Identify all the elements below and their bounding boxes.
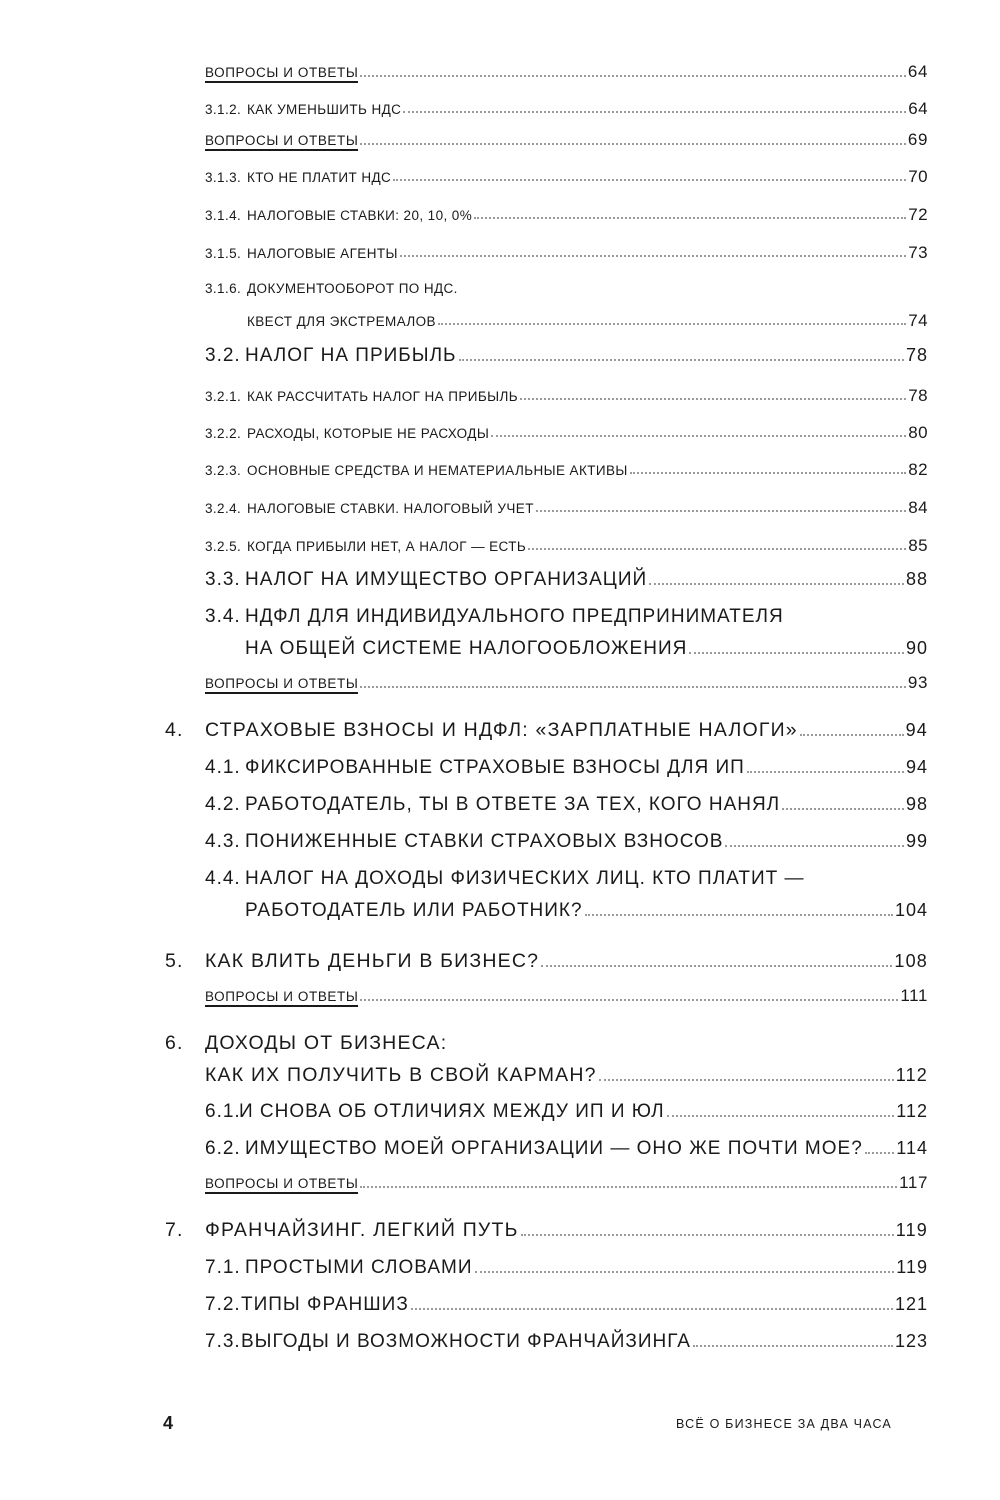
- toc-entry-title-continued: КВЕСТ ДЛЯ ЭКСТРЕМАЛОВ: [247, 314, 436, 329]
- toc-entry-page: 99: [905, 831, 928, 851]
- toc-entry-number: 4.: [165, 719, 184, 741]
- toc-entry-first-line[interactable]: [205, 868, 805, 890]
- toc-entry-page: 69: [907, 130, 928, 149]
- toc-entry-title: ПРОСТЫМИ СЛОВАМИ: [245, 1257, 473, 1278]
- leader-dots: [360, 1186, 897, 1188]
- leader-dots: [459, 359, 904, 361]
- toc-entry-number: 3.3.: [205, 569, 241, 590]
- toc-entry-number: 7.: [165, 1219, 184, 1241]
- toc-entry-title: КАК ВЛИТЬ ДЕНЬГИ В БИЗНЕС?: [205, 950, 540, 972]
- toc-entry-page: 82: [908, 460, 928, 479]
- toc-entry-title: РАСХОДЫ, КОТОРЫЕ НЕ РАСХОДЫ: [247, 426, 490, 441]
- toc-entry-title-continued: НА ОБЩЕЙ СИСТЕМЕ НАЛОГООБЛОЖЕНИЯ: [245, 638, 688, 659]
- leader-dots: [474, 217, 906, 219]
- toc-entry-title: ВЫГОДЫ И ВОЗМОЖНОСТИ ФРАНЧАЙЗИНГА: [241, 1331, 691, 1352]
- toc-entry-number: 4.1.: [205, 757, 241, 778]
- leader-dots: [725, 845, 904, 847]
- toc-entry-number: 3.2.4.: [205, 501, 242, 516]
- toc-entry-title: ДОХОДЫ ОТ БИЗНЕСА:: [205, 1032, 448, 1054]
- toc-entry[interactable]: [205, 831, 928, 853]
- toc-entry-number: 3.1.6.: [205, 281, 242, 296]
- toc-entry-title: ФИКСИРОВАННЫЕ СТРАХОВЫЕ ВЗНОСЫ ДЛЯ ИП: [245, 757, 745, 778]
- toc-entry-qa[interactable]: [205, 1173, 928, 1194]
- toc-entry[interactable]: [205, 1101, 928, 1123]
- toc-entry-title: ИМУЩЕСТВО МОЕЙ ОРГАНИЗАЦИИ — ОНО ЖЕ ПОЧТИ МОЕ?: [245, 1138, 863, 1159]
- toc-entry-title: НАЛОГОВЫЕ СТАВКИ: 20, 10, 0%: [247, 208, 473, 223]
- toc-entry-title: КОГДА ПРИБЫЛИ НЕТ, А НАЛОГ — ЕСТЬ: [247, 539, 527, 554]
- toc-entry-title: ВОПРОСЫ И ОТВЕТЫ: [205, 989, 358, 1007]
- toc-entry-page: 64: [908, 99, 928, 118]
- toc-entry[interactable]: [205, 536, 928, 556]
- toc-entry-page: 84: [908, 498, 928, 517]
- toc-entry-page: 119: [896, 1257, 928, 1277]
- toc-entry-title: ПОНИЖЕННЫЕ СТАВКИ СТРАХОВЫХ ВЗНОСОВ: [245, 831, 724, 852]
- toc-entry-title: КАК УМЕНЬШИТЬ НДС: [247, 102, 402, 117]
- toc-entry-page: 74: [908, 311, 928, 330]
- toc-entry-title: И СНОВА ОБ ОТЛИЧИЯХ МЕЖДУ ИП И ЮЛ: [239, 1101, 665, 1122]
- footer-page-number: 4: [163, 1413, 174, 1433]
- toc-chapter-entry[interactable]: [165, 950, 928, 973]
- leader-dots: [400, 255, 906, 257]
- toc-entry-page: 119: [895, 1220, 928, 1240]
- leader-dots: [491, 435, 906, 437]
- toc-entry[interactable]: [205, 205, 928, 225]
- toc-entry-qa[interactable]: [205, 986, 928, 1007]
- toc-entry[interactable]: [205, 757, 928, 779]
- toc-entry-number: 6.1.: [205, 1101, 241, 1122]
- toc-entry-page: 112: [896, 1101, 928, 1121]
- toc-entry-number: 5.: [165, 950, 184, 972]
- toc-entry-title: НАЛОГОВЫЕ АГЕНТЫ: [247, 246, 398, 261]
- toc-entry-page: 108: [894, 951, 928, 971]
- toc-entry-qa[interactable]: [205, 130, 928, 151]
- toc-entry-page: 72: [908, 205, 928, 224]
- toc-entry-page: 90: [905, 638, 928, 658]
- toc-entry-title: ВОПРОСЫ И ОТВЕТЫ: [205, 65, 358, 83]
- leader-dots: [536, 510, 906, 512]
- toc-entry-page: 111: [900, 986, 928, 1005]
- toc-entry-page: 88: [905, 569, 928, 589]
- toc-entry[interactable]: [247, 311, 928, 331]
- leader-dots: [693, 1345, 893, 1347]
- leader-dots: [520, 398, 906, 400]
- leader-dots: [521, 1234, 894, 1236]
- toc-entry-title: ВОПРОСЫ И ОТВЕТЫ: [205, 676, 358, 694]
- leader-dots: [438, 323, 906, 325]
- leader-dots: [630, 472, 907, 474]
- leader-dots: [800, 734, 904, 736]
- toc-entry-number: 6.: [165, 1032, 184, 1054]
- toc-chapter-first-line[interactable]: [165, 1032, 447, 1055]
- toc-entry-qa[interactable]: [205, 673, 928, 694]
- toc-entry-title: НАЛОГ НА ПРИБЫЛЬ: [245, 345, 457, 366]
- toc-entry-number: 3.2.3.: [205, 463, 242, 478]
- toc-entry-number: 3.4.: [205, 606, 241, 627]
- leader-dots: [649, 583, 904, 585]
- toc-entry-title: ВОПРОСЫ И ОТВЕТЫ: [205, 133, 358, 151]
- toc-entry-page: 117: [899, 1173, 928, 1192]
- toc-entry[interactable]: [205, 460, 928, 480]
- toc-entry-page: 78: [908, 386, 928, 405]
- leader-dots: [411, 1308, 893, 1310]
- leader-dots: [689, 652, 904, 654]
- toc-entry-number: 6.2.: [205, 1138, 241, 1159]
- toc-entry-number: 3.2.: [205, 345, 241, 366]
- toc-entry-page: 85: [908, 536, 928, 555]
- toc-entry-title: НДФЛ ДЛЯ ИНДИВИДУАЛЬНОГО ПРЕДПРИНИМАТЕЛЯ: [245, 606, 784, 627]
- toc-entry[interactable]: [205, 386, 928, 406]
- toc-entry[interactable]: [205, 569, 928, 591]
- toc-entry[interactable]: [205, 1138, 928, 1160]
- leader-dots: [360, 75, 905, 77]
- toc-entry-title: РАБОТОДАТЕЛЬ, ТЫ В ОТВЕТЕ ЗА ТЕХ, КОГО НАНЯЛ: [245, 794, 781, 815]
- toc-entry-number: 7.2.: [205, 1294, 241, 1315]
- toc-entry-number: 3.2.2.: [205, 426, 242, 441]
- toc-entry[interactable]: [205, 167, 928, 187]
- toc-entry-qa[interactable]: [205, 62, 928, 83]
- leader-dots: [403, 111, 906, 113]
- toc-entry-number: 7.3.: [205, 1331, 241, 1352]
- toc-entry-number: 7.1.: [205, 1257, 241, 1278]
- leader-dots: [782, 808, 904, 810]
- toc-entry-title: НАЛОГОВЫЕ СТАВКИ. НАЛОГОВЫЙ УЧЕТ: [247, 501, 534, 516]
- toc-entry-title: ОСНОВНЫЕ СРЕДСТВА И НЕМАТЕРИАЛЬНЫЕ АКТИВЫ: [247, 463, 628, 478]
- leader-dots: [747, 771, 904, 773]
- toc-entry-page: 64: [907, 62, 928, 81]
- toc-chapter-entry[interactable]: [205, 1064, 928, 1087]
- toc-entry-first-line[interactable]: [205, 606, 784, 628]
- toc-entry-page: 104: [894, 900, 928, 920]
- toc-entry-number: 3.1.4.: [205, 208, 242, 223]
- toc-entry[interactable]: [205, 99, 928, 119]
- toc-entry[interactable]: [205, 1294, 928, 1316]
- toc-entry-page: 73: [908, 243, 928, 262]
- toc-entry-number: 3.2.5.: [205, 539, 242, 554]
- toc-entry[interactable]: [205, 1257, 928, 1279]
- leader-dots: [393, 179, 906, 181]
- leader-dots: [585, 914, 893, 916]
- toc-entry-title: НАЛОГ НА ИМУЩЕСТВО ОРГАНИЗАЦИЙ: [245, 569, 648, 590]
- toc-entry-page: 94: [905, 720, 928, 740]
- toc-entry-title-continued: КАК ИХ ПОЛУЧИТЬ В СВОЙ КАРМАН?: [205, 1064, 597, 1086]
- toc-entry[interactable]: [245, 900, 928, 922]
- toc-entry[interactable]: [205, 345, 928, 367]
- toc-entry-page: 121: [894, 1294, 928, 1314]
- leader-dots: [599, 1079, 894, 1081]
- toc-chapter-entry[interactable]: [165, 1219, 928, 1242]
- toc-entry-number: 4.4.: [205, 868, 241, 889]
- leader-dots: [360, 143, 905, 145]
- toc-entry-page: 123: [894, 1331, 928, 1351]
- toc-entry-title: ДОКУМЕНТООБОРОТ ПО НДС.: [247, 281, 458, 296]
- leader-dots: [360, 686, 905, 688]
- toc-entry-title: ТИПЫ ФРАНШИЗ: [241, 1294, 409, 1315]
- leader-dots: [541, 965, 892, 967]
- toc-entry[interactable]: [205, 794, 928, 816]
- toc-entry[interactable]: [205, 498, 928, 518]
- leader-dots: [865, 1152, 895, 1154]
- toc-entry-number: 3.1.3.: [205, 170, 242, 185]
- toc-entry-title: ВОПРОСЫ И ОТВЕТЫ: [205, 1176, 358, 1194]
- leader-dots: [667, 1115, 895, 1117]
- toc-entry-title: СТРАХОВЫЕ ВЗНОСЫ И НДФЛ: «ЗАРПЛАТНЫЕ НАЛОГИ»: [205, 719, 798, 741]
- leader-dots: [475, 1271, 895, 1273]
- toc-entry[interactable]: [205, 243, 928, 263]
- toc-entry-title: КТО НЕ ПЛАТИТ НДС: [247, 170, 392, 185]
- toc-entry-number: 4.2.: [205, 794, 241, 815]
- toc-entry-page: 98: [905, 794, 928, 814]
- toc-entry-first-line[interactable]: [205, 281, 458, 296]
- toc-entry-title: КАК РАССЧИТАТЬ НАЛОГ НА ПРИБЫЛЬ: [247, 389, 518, 404]
- toc-entry-title-continued: РАБОТОДАТЕЛЬ ИЛИ РАБОТНИК?: [245, 900, 583, 921]
- toc-entry-number: 3.1.5.: [205, 246, 242, 261]
- toc-entry-title: ФРАНЧАЙЗИНГ. ЛЕГКИЙ ПУТЬ: [205, 1219, 519, 1241]
- toc-entry[interactable]: [205, 423, 928, 443]
- footer-book-title: ВСЁ О БИЗНЕСЕ ЗА ДВА ЧАСА: [676, 1417, 892, 1431]
- toc-chapter-entry[interactable]: [165, 719, 928, 742]
- toc-entry-page: 80: [908, 423, 928, 442]
- toc-entry[interactable]: [245, 638, 928, 660]
- toc-entry-page: 93: [907, 673, 928, 692]
- toc-entry-title: НАЛОГ НА ДОХОДЫ ФИЗИЧЕСКИХ ЛИЦ. КТО ПЛАТИТ —: [245, 868, 805, 889]
- toc-entry-page: 94: [905, 757, 928, 777]
- toc-entry-page: 78: [905, 345, 928, 365]
- toc-entry-number: 4.3.: [205, 831, 241, 852]
- leader-dots: [360, 999, 898, 1001]
- toc-entry-page: 114: [896, 1138, 928, 1158]
- toc-entry-number: 3.1.2.: [205, 102, 242, 117]
- toc-entry-page: 70: [908, 167, 928, 186]
- toc-entry[interactable]: [205, 1331, 928, 1353]
- leader-dots: [528, 548, 906, 550]
- toc-entry-page: 112: [895, 1065, 928, 1085]
- toc-entry-number: 3.2.1.: [205, 389, 242, 404]
